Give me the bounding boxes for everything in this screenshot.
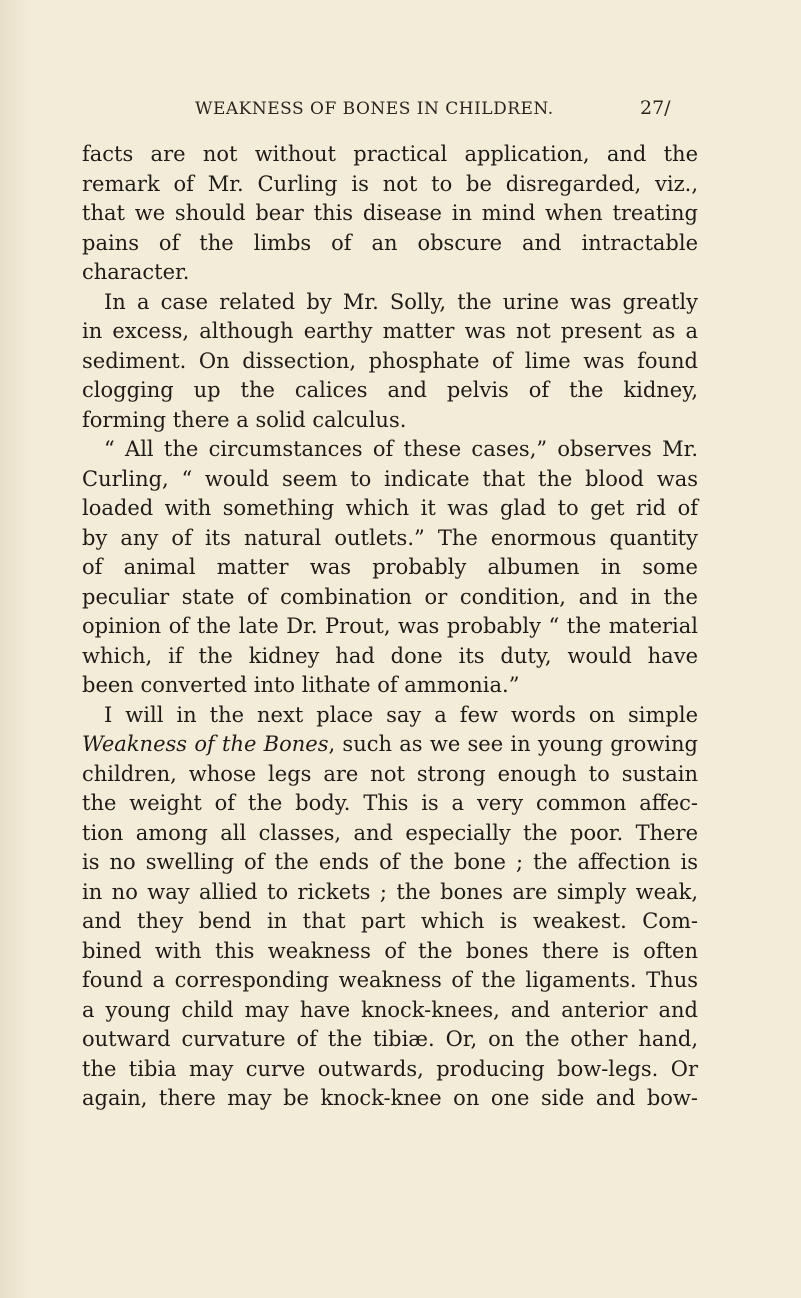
text-line: found a corresponding weakness of the ligaments. Thus: [82, 968, 698, 992]
text-line: the weight of the body. This is a very common affec-: [82, 791, 698, 815]
text-line: forming there a solid calculus.: [82, 407, 407, 432]
text-line: bined with this weakness of the bones there is often: [82, 938, 698, 963]
text-line: opinion of the late Dr. Prout, was probably “ the material: [82, 614, 698, 638]
text-line: sediment. On dissection, phosphate of lime was found: [82, 348, 698, 373]
body-text: [82, 140, 698, 1114]
text-line: remark of Mr. Curling is not to be disregarded, viz.,: [82, 171, 698, 196]
italic-phrase: Weakness of the Bones: [82, 732, 329, 756]
page-number: 27/: [640, 97, 671, 119]
text-line: Curling, “ would seem to indicate that the blood was: [82, 466, 698, 491]
text-line: “ All the circumstances of these cases,” observes Mr.: [104, 437, 698, 461]
text-line: pains of the limbs of an obscure and intractable: [82, 230, 698, 255]
text-fragment: , such as we see in young growing: [328, 732, 698, 756]
text-line: that we should bear this disease in mind when treating: [82, 201, 698, 225]
text-line: facts are not without practical application, and the: [82, 142, 698, 166]
text-line: been converted into lithate of ammonia.”: [82, 673, 520, 697]
text-line: a young child may have knock-knees, and anterior and: [82, 997, 698, 1022]
running-title: WEAKNESS OF BONES IN CHILDREN.: [195, 99, 554, 119]
text-line: loaded with something which it was glad to get rid of: [82, 496, 698, 520]
text-line: the tibia may curve outwards, producing bow-legs. Or: [82, 1056, 698, 1081]
text-line: children, whose legs are not strong enough to sustain: [82, 761, 698, 786]
text-line-with-italic: [82, 730, 698, 760]
text-line: character.: [82, 260, 190, 284]
text-line: tion among all classes, and especially the poor. There: [82, 820, 698, 845]
text-line: is no swelling of the ends of the bone ; the affection is: [82, 850, 698, 874]
text-line: in no way allied to rickets ; the bones are simply weak,: [82, 879, 698, 904]
text-line: In a case related by Mr. Solly, the urine was greatly: [104, 289, 698, 314]
text-line: in excess, although earthy matter was not present as a: [82, 319, 698, 343]
text-line: of animal matter was probably albumen in some: [82, 555, 698, 579]
text-line: and they bend in that part which is weakest. Com-: [82, 909, 698, 933]
text-line: by any of its natural outlets.” The enormous quantity: [82, 525, 698, 550]
text-line: which, if the kidney had done its duty, would have: [82, 643, 698, 668]
text-line: outward curvature of the tibiæ. Or, on the other hand,: [82, 1027, 698, 1051]
text-line: peculiar state of combination or condition, and in the: [82, 584, 698, 609]
text-line: clogging up the calices and pelvis of the kidney,: [82, 378, 698, 402]
text-line: again, there may be knock-knee on one side and bow-: [82, 1086, 698, 1110]
text-line: I will in the next place say a few words on simple: [104, 702, 698, 727]
